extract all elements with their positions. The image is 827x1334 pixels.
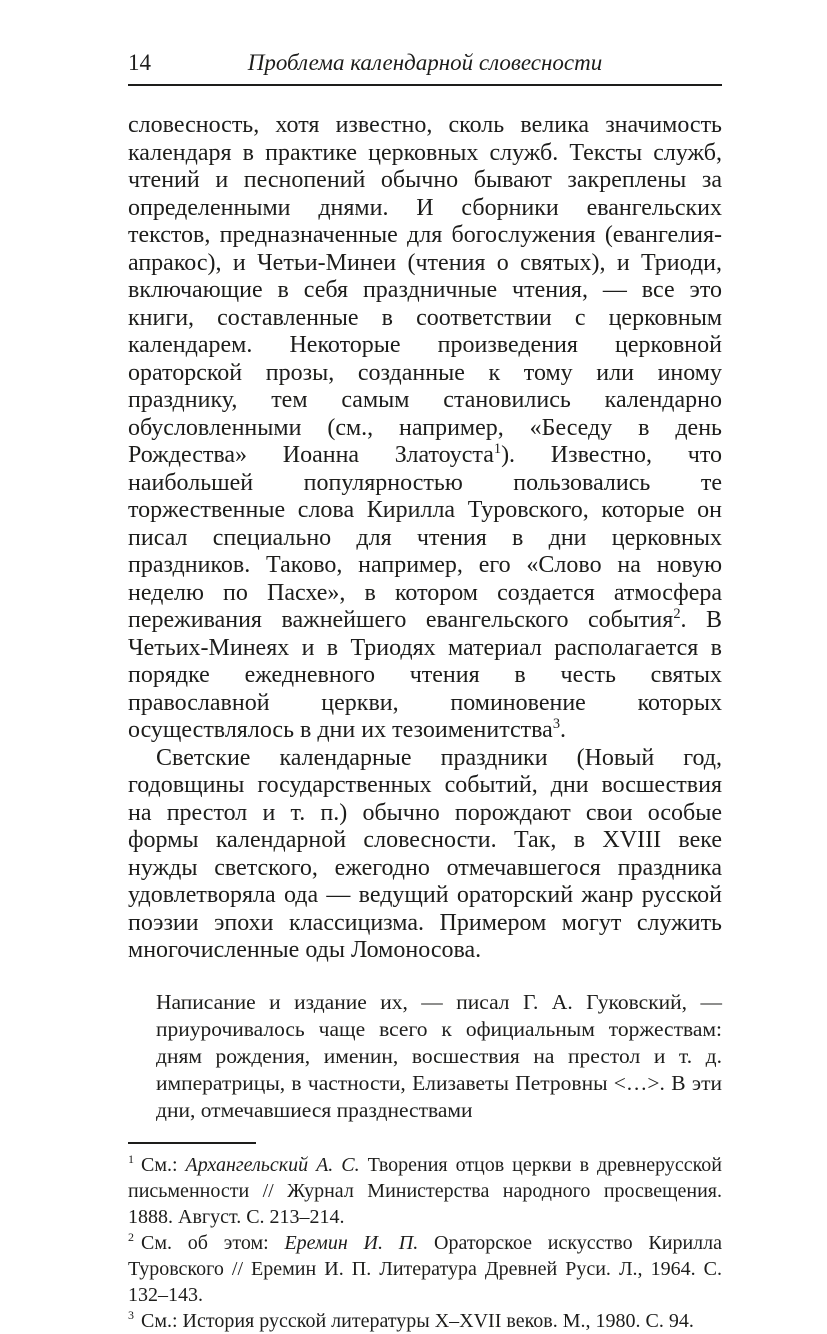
footnotes-section [128,1142,722,1334]
header-rule [128,84,722,86]
footnote-reference: 3 [552,716,561,732]
running-title: Проблема календарной словесности [247,50,603,75]
footnote-reference: 1 [493,441,502,457]
text-block [128,50,722,1334]
page-body [128,112,722,1124]
footnote-1-marker: 1 [128,1151,134,1166]
page-header [128,50,722,80]
footnote-rule [128,1142,256,1144]
footnote-2 [128,1230,722,1308]
body-paragraph-1: словесность, хотя известно, сколь велика значимость календаря в практике церковных служб. Тексты служб, чтений и песнопений обычно бывают закреплены за определенными днями. И сборники евангельских текстов, предназначенные для богослужения (евангелия-апракос), и Четьи-Минеи (чтения о святых), и Триоди, включающие в себя праздничные чтения, — все это книги, составленные в соответствии с церковным календарем. Некоторые произведения церковной ораторской прозы, созданные к тому или иному празднику, тем самым становились календарно обусловленными (см., например, «Беседу в день Рождества» Иоанна Златоуста$^1$). Известно, что наибольшей популярностью пользовались те торжественные слова Кирилла Туровского, которые он писал специально для чтения в дни церковных праздников. Таково, например, его «Слово на новую неделю по Пасхе», в котором создается атмосфера переживания важнейшего евангельского события$^2$. В Четьих-Минеях и в Триодях материал располагается в порядке ежедневного чтения в честь святых православной церкви, поминовение которых осуществлялось в дни их тезоименитства$^3$. [128,112,722,743]
body-paragraph-2: Светские календарные праздники (Новый год, годовщины государственных событий, дни восшествия на престол и т. п.) обычно порождают свои особые формы календарной словесности. Так, в XVIII веке нужды светского, ежегодно отмечавшегося праздника удовлетворяла ода — ведущий ораторский жанр русской поэзии эпохи классицизма. Примером могут служить многочисленные оды Ломоносова. [128,744,722,963]
footnote-1-text: См.: Архангельский А. С. Творения отцов церкви в древнерусской письменности // Журнал Министерства народного просвещения. 1888. Август. С. 213–214. [128,1153,722,1228]
footnote-1 [128,1152,722,1230]
footnote-2-marker: 2 [128,1229,134,1244]
block-quote: Написание и издание их, — писал Г. А. Гуковский, — приурочивалось чаще всего к официальным торжествам: дням рождения, именин, восшествия на престол и т. д. императрицы, в частности, Елизаветы Петровны <…>. В эти дни, отмечавшиеся празднествами [156,989,722,1122]
footnote-3-text: См.: История русской литературы X–XVII веков. М., 1980. С. 94. [141,1309,694,1332]
footnote-reference: 2 [673,606,681,622]
footnote-2-text: См. об этом: Еремин И. П. Ораторское искусство Кирилла Туровского // Еремин И. П. Литература Древней Руси. Л., 1964. С. 132–143. [128,1231,722,1306]
footnote-3 [128,1308,722,1334]
page-number: 14 [128,50,151,75]
footnote-3-marker: 3 [128,1307,134,1322]
